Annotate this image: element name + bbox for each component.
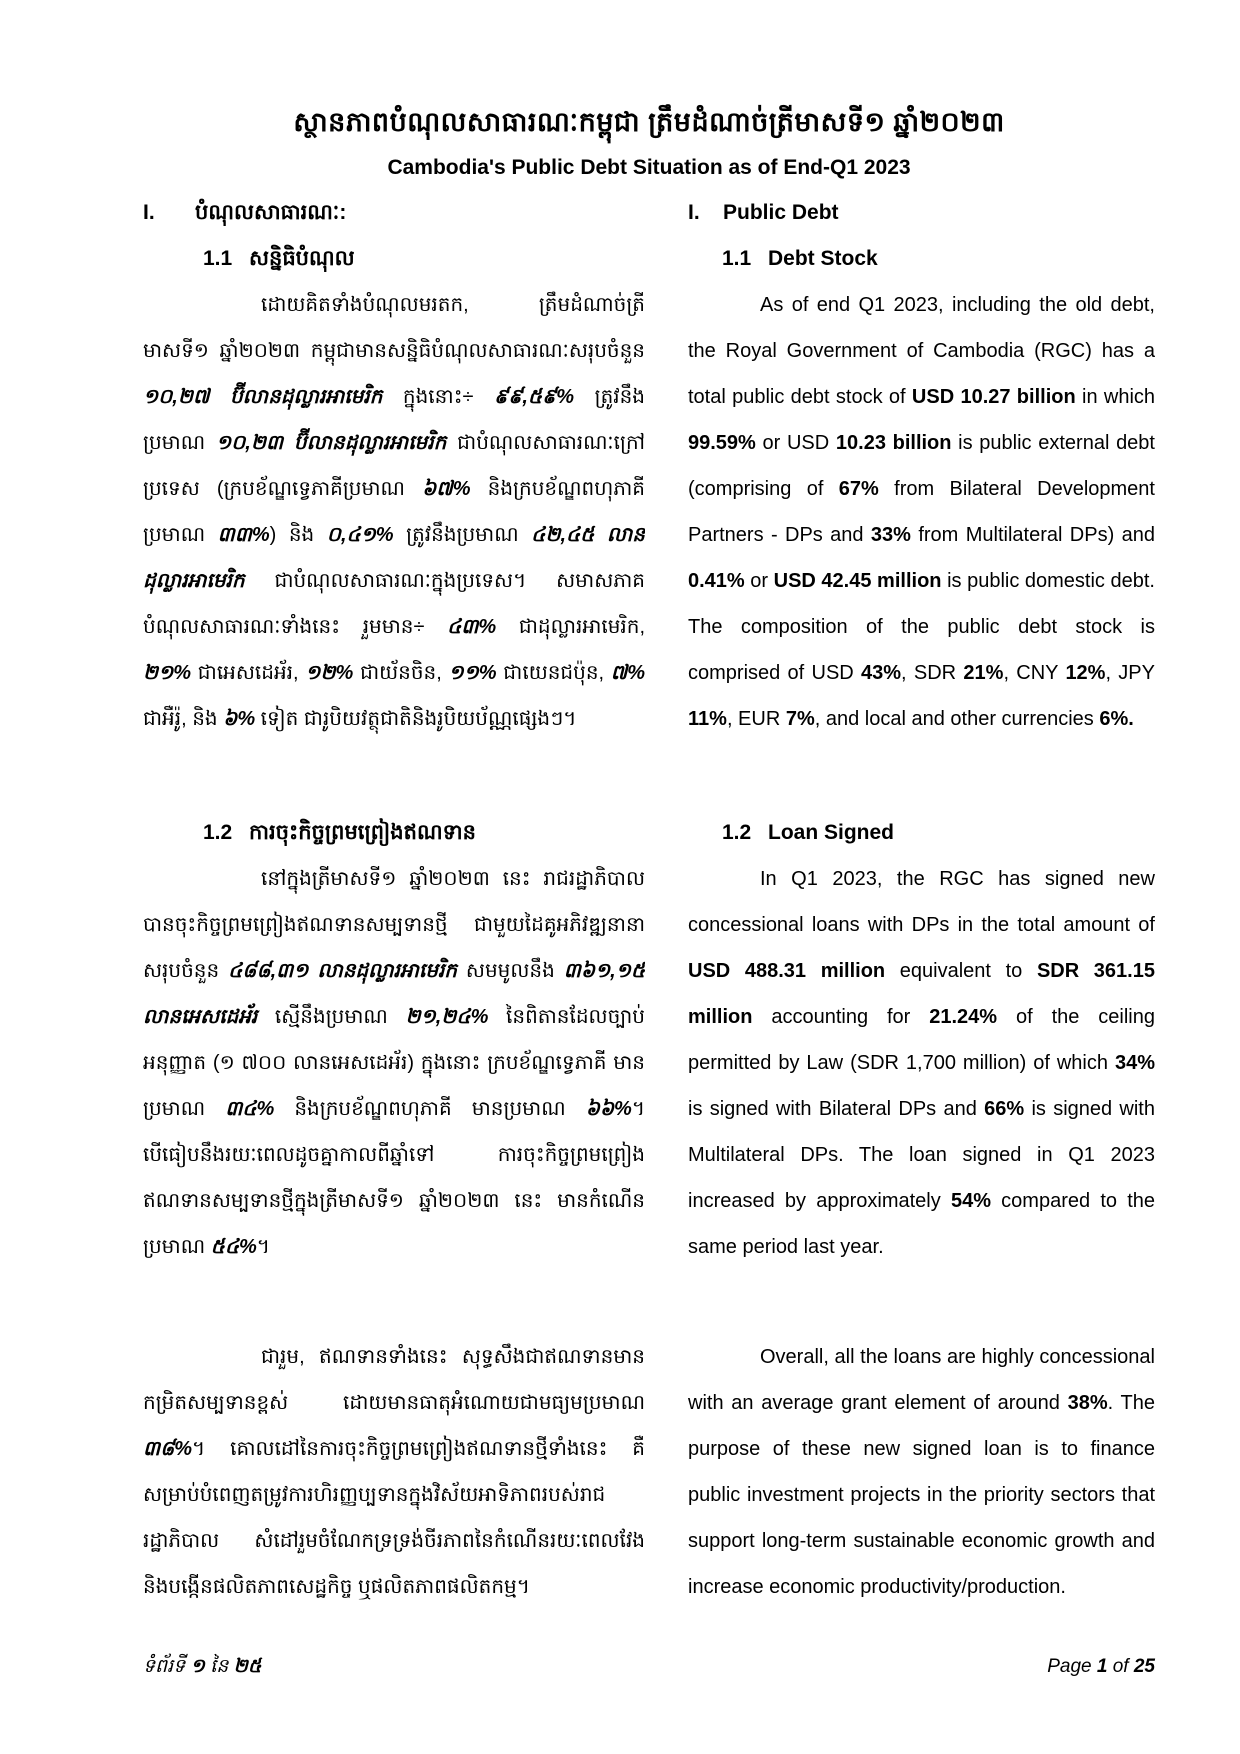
- paragraph-overall-english-wrap: [688, 1334, 1155, 1642]
- document-title-khmer: ស្ថានភាពបំណុលសាធារណៈកម្ពុជា ត្រឹមដំណាច់ត្រីមាសទី១ ឆ្នាំ២០២៣: [293, 107, 1005, 137]
- paragraph-debt-stock-khmer: ដោយគិតទាំងបំណុលមរតក, ត្រឹមដំណាច់ត្រីមាសទី១ ឆ្នាំ២០២៣ កម្ពុជាមានសន្និធិបំណុលសាធារណៈសរុបចំនួន ១០,២៧ ប៊ីលានដុល្លារអាមេរិក ក្នុងនោះ÷ ៩៩,៥៩% ត្រូវនឹងប្រមាណ ១០,២៣ ប៊ីលានដុល្លារអាមេរិក ជាបំណុលសាធារណៈក្រៅប្រទេស (ក្របខ័ណ្ឌទ្វេភាគីប្រមាណ ៦៧% និងក្របខ័ណ្ឌពហុភាគីប្រមាណ ៣៣%) និង ០,៤១% ត្រូវនឹងប្រមាណ ៤២,៤៥ លានដុល្លារអាមេរិក ជាបំណុលសាធារណៈក្នុងប្រទេស។ សមាសភាគបំណុលសាធារណៈទាំងនេះ រួមមាន÷ ៤៣% ជាដុល្លារអាមេរិក, ២១% ជាអេសដេអ័រ, ១២% ជាយ័នចិន, ១១% ជាយេនជប៉ុន, ៧% ជាអឺរ៉ូ, និង ៦% ទៀត ជារូបិយវត្ថុជាតិនិងរូបិយប័ណ្ណផ្សេងៗ។: [143, 294, 645, 730]
- section-1-2-number-english: 1.2: [722, 821, 752, 844]
- two-column-body: [143, 190, 1155, 1642]
- column-khmer-heading-1: [143, 190, 645, 236]
- column-english-heading-1: [688, 190, 1155, 236]
- footer-page-number-khmer: ទំព័រទី ១ នៃ ២៥: [143, 1656, 262, 1677]
- section-1-label-khmer: បំណុលសាធារណៈ:: [195, 201, 347, 224]
- section-1-1-label-khmer: សន្និធិបំណុល: [249, 247, 355, 270]
- column-english-heading-1-1: [688, 236, 1155, 282]
- paragraph-loan-signed-khmer-wrap: [143, 856, 645, 1292]
- section-1-2-label-english: Loan Signed: [768, 821, 894, 844]
- section-1-heading-english: [688, 190, 1155, 236]
- paragraph-overall-khmer: ជារួម, ឥណទានទាំងនេះ សុទ្ធសឹងជាឥណទានមានកម្រិតសម្បទានខ្ពស់ ដោយមានធាតុអំណោយជាមធ្យមប្រមាណ ៣៨%។ គោលដៅនៃការចុះកិច្ចព្រមព្រៀងឥណទានថ្មីទាំងនេះ គឺសម្រាប់បំពេញតម្រូវការហិរញ្ញប្បទានក្នុងវិស័យអាទិភាពរបស់រាជរដ្ឋាភិបាល សំដៅរួមចំណែកទ្រទ្រង់ចីរភាពនៃកំណើនរយៈពេលវែង និងបង្កើនផលិតភាពសេដ្ឋកិច្ច ឬផលិតភាពផលិតកម្ម។: [143, 1346, 645, 1598]
- column-khmer-heading-1-2: [143, 810, 645, 856]
- section-1-number-english: I.: [688, 201, 700, 224]
- paragraph-debt-stock-english-wrap: [688, 282, 1155, 810]
- section-1-number-khmer: I.: [143, 201, 155, 224]
- column-khmer-heading-1-1: [143, 236, 645, 282]
- section-1-2-number-khmer: 1.2: [203, 821, 233, 844]
- section-1-1-number-khmer: 1.1: [203, 247, 233, 270]
- paragraph-debt-stock-khmer-wrap: [143, 282, 645, 810]
- column-english-heading-1-2: [688, 810, 1155, 856]
- section-1-2-heading-english: [688, 810, 1155, 856]
- section-1-1-number-english: 1.1: [722, 247, 752, 270]
- footer-page-number-english: Page 1 of 25: [1047, 1656, 1155, 1677]
- section-1-label-english: Public Debt: [723, 201, 839, 224]
- paragraph-debt-stock-english: As of end Q1 2023, including the old debt, the Royal Government of Cambodia (RGC) has a total public debt stock of USD 10.27 billion in which 99.59% or USD 10.23 billion is public external debt (comprising of 67% from Bilateral Development Partners - DPs and 33% from Multilateral DPs) and 0.41% or USD 42.45 million is public domestic debt. The composition of the public debt stock is comprised of USD 43%, SDR 21%, CNY 12%, JPY 11%, EUR 7%, and local and other currencies 6%.: [688, 294, 1156, 730]
- section-1-1-heading-english: [688, 236, 1155, 282]
- section-1-1-label-english: Debt Stock: [768, 247, 878, 270]
- paragraph-loan-signed-english: In Q1 2023, the RGC has signed new concessional loans with DPs in the total amount of USD 488.31 million equivalent to SDR 361.15 million accounting for 21.24% of the ceiling permitted by Law (SDR 1,700 million) of which 34% is signed with Bilateral DPs and 66% is signed with Multilateral DPs. The loan signed in Q1 2023 increased by approximately 54% compared to the same period last year.: [688, 868, 1156, 1258]
- section-1-2-heading-khmer: [143, 810, 645, 856]
- paragraph-loan-signed-english-wrap: [688, 856, 1155, 1292]
- section-1-2-label-khmer: ការចុះកិច្ចព្រមព្រៀងឥណទាន: [249, 821, 476, 844]
- document-title-english: Cambodia's Public Debt Situation as of End-Q1 2023: [387, 156, 911, 179]
- paragraph-overall-khmer-wrap: [143, 1334, 645, 1642]
- paragraph-loan-signed-khmer: នៅក្នុងត្រីមាសទី១ ឆ្នាំ២០២៣ នេះ រាជរដ្ឋាភិបាលបានចុះកិច្ចព្រមព្រៀងឥណទានសម្បទានថ្មី ជាមួយដៃគូអភិវឌ្ឍនានាសរុបចំនួន ៤៨៨,៣១ លានដុល្លារអាមេរិក សមមូលនឹង ៣៦១,១៥ លានអេសដេអ័រ ស្មើនឹងប្រមាណ ២១,២៤% នៃពិតានដែលច្បាប់អនុញ្ញាត (១ ៧០០ លានអេសដេអ័រ) ក្នុងនោះ ក្របខ័ណ្ឌទ្វេភាគី មានប្រមាណ ៣៤% និងក្របខ័ណ្ឌពហុភាគី មានប្រមាណ ៦៦%។ បើធៀបនឹងរយៈពេលដូចគ្នាកាលពីឆ្នាំទៅ ការចុះកិច្ចព្រមព្រៀងឥណទានសម្បទានថ្មីក្នុងត្រីមាសទី១ ឆ្នាំ២០២៣ នេះ មានកំណើនប្រមាណ ៥៤%។: [143, 868, 645, 1258]
- paragraph-overall-english: Overall, all the loans are highly concessional with an average grant element of around 38%. The purpose of these new signed loan is to finance public investment projects in the priority sectors that support long-term sustainable economic growth and increase economic productivity/production.: [688, 1346, 1155, 1598]
- section-1-heading-khmer: [143, 190, 645, 236]
- section-1-1-heading-khmer: [143, 236, 645, 282]
